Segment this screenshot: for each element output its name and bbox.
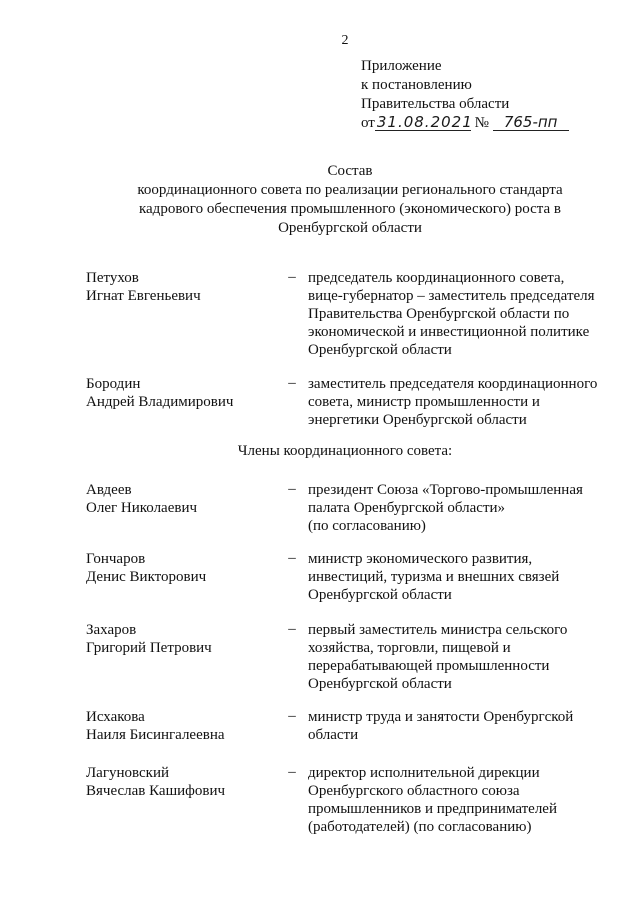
person-surname: Бородин bbox=[86, 376, 141, 392]
person-role bbox=[308, 375, 628, 429]
person-surname: Гончаров bbox=[86, 551, 146, 567]
person-name bbox=[86, 269, 266, 305]
role-line: промышленников и предпринимателей bbox=[308, 801, 557, 817]
role-line: заместитель председателя координационного bbox=[308, 376, 598, 392]
person-surname: Лагуновский bbox=[86, 765, 170, 781]
person-name bbox=[86, 550, 266, 586]
date-prefix: от bbox=[361, 115, 375, 131]
role-line: области bbox=[308, 727, 359, 743]
person-given-name: Григорий Петрович bbox=[86, 640, 212, 656]
role-line: вице-губернатор – заместитель председателя bbox=[308, 288, 595, 304]
person-role bbox=[308, 708, 628, 744]
separator-dash: – bbox=[288, 621, 296, 637]
role-line: председатель координационного совета, bbox=[308, 270, 565, 286]
role-line: хозяйства, торговли, пищевой и bbox=[308, 640, 511, 656]
separator-dash: – bbox=[288, 708, 296, 724]
handwritten-number: 765-пп bbox=[493, 114, 569, 131]
person-name bbox=[86, 621, 266, 657]
title-line-1: Состав bbox=[327, 163, 373, 179]
role-line: Оренбургского областного союза bbox=[308, 783, 520, 799]
person-given-name: Игнат Евгеньевич bbox=[86, 288, 201, 304]
person-name bbox=[86, 708, 266, 744]
person-role bbox=[308, 481, 628, 535]
person-given-name: Олег Николаевич bbox=[86, 500, 198, 516]
separator-dash: – bbox=[288, 764, 296, 780]
separator-dash: – bbox=[288, 269, 296, 285]
handwritten-date: 31.08.2021 bbox=[376, 113, 473, 131]
person-role bbox=[308, 550, 628, 604]
person-role bbox=[308, 621, 628, 693]
role-line: совета, министр промышленности и bbox=[308, 394, 540, 410]
number-sign: № bbox=[474, 115, 489, 131]
role-line: министр экономического развития, bbox=[308, 551, 533, 567]
person-role bbox=[308, 764, 628, 836]
person-name bbox=[86, 764, 266, 800]
person-given-name: Вячеслав Кашифович bbox=[86, 783, 226, 799]
role-line: президент Союза «Торгово-промышленная bbox=[308, 482, 583, 498]
role-line: энергетики Оренбургской области bbox=[308, 412, 527, 428]
person-surname: Авдеев bbox=[86, 482, 132, 498]
role-line: (по согласованию) bbox=[308, 518, 426, 534]
role-line: Оренбургской области bbox=[308, 587, 452, 603]
role-line: (работодателей) (по согласованию) bbox=[308, 819, 532, 835]
appendix-line-2: к постановлению bbox=[361, 77, 472, 93]
role-line: директор исполнительной дирекции bbox=[308, 765, 540, 781]
document-title bbox=[100, 162, 600, 238]
separator-dash: – bbox=[288, 375, 296, 391]
role-line: министр труда и занятости Оренбургской bbox=[308, 709, 574, 725]
appendix-line-3: Правительства области bbox=[361, 96, 510, 112]
separator-dash: – bbox=[288, 550, 296, 566]
person-given-name: Андрей Владимирович bbox=[86, 394, 234, 410]
role-line: Оренбургской области bbox=[308, 676, 452, 692]
person-surname: Петухов bbox=[86, 270, 139, 286]
title-line-2: координационного совета по реализации регионального стандарта bbox=[137, 182, 563, 198]
appendix-line-1: Приложение bbox=[361, 58, 442, 74]
role-line: палата Оренбургской области» bbox=[308, 500, 506, 516]
person-surname: Исхакова bbox=[86, 709, 145, 725]
person-given-name: Наиля Бисингалеевна bbox=[86, 727, 225, 743]
separator-dash: – bbox=[288, 481, 296, 497]
role-line: перерабатывающей промышленности bbox=[308, 658, 550, 674]
role-line: инвестиций, туризма и внешних связей bbox=[308, 569, 560, 585]
role-line: Оренбургской области bbox=[308, 342, 452, 358]
appendix-header bbox=[361, 57, 621, 133]
page-number: 2 bbox=[341, 33, 349, 48]
role-line: Правительства Оренбургской области по bbox=[308, 306, 570, 322]
appendix-date-line bbox=[361, 114, 621, 133]
title-line-4: Оренбургской области bbox=[278, 220, 422, 236]
role-line: первый заместитель министра сельского bbox=[308, 622, 568, 638]
role-line: экономической и инвестиционной политике bbox=[308, 324, 590, 340]
person-name bbox=[86, 375, 266, 411]
title-line-3: кадрового обеспечения промышленного (экономического) роста в bbox=[138, 201, 562, 217]
person-surname: Захаров bbox=[86, 622, 137, 638]
person-role bbox=[308, 269, 628, 359]
person-name bbox=[86, 481, 266, 517]
members-heading: Члены координационного совета: bbox=[237, 443, 453, 459]
person-given-name: Денис Викторович bbox=[86, 569, 207, 585]
